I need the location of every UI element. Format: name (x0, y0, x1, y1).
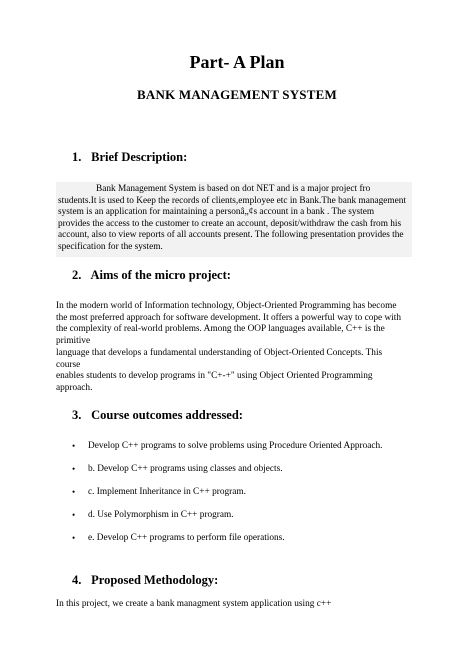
section-title: Proposed Methodology: (91, 573, 219, 587)
brief-description-line: system is an application for maintaining a personâ„¢s account in a bank . The system (58, 207, 375, 218)
document-subtitle: BANK MANAGEMENT SYSTEM (137, 87, 337, 102)
brief-description-line: students.It is used to Keep the records of clients,employee etc in Bank.The bank management (58, 195, 407, 206)
aims-line: the complexity of real-world problems. Among the OOP languages available, C++ is the (56, 324, 385, 335)
list-item-text: e. Develop C++ programs to perform file operations. (88, 533, 285, 543)
aims-line: enables students to develop programs in "C+-+" using Object Oriented Programming (56, 371, 373, 382)
bullet-icon: • (72, 464, 76, 474)
bullet-icon: • (72, 510, 76, 520)
brief-description-line: Bank Management System is based on dot NET and is a major project fro (96, 184, 371, 194)
section-heading-aims (72, 268, 231, 283)
list-item-text: c. Implement Inheritance in C++ program. (88, 487, 246, 497)
section-heading-brief-description (72, 150, 187, 165)
section-number: 3. (72, 408, 82, 422)
section-number: 1. (72, 150, 82, 164)
document-title: Part- A Plan (189, 52, 285, 72)
aims-line: language that develops a fundamental understanding of Object-Oriented Concepts. This (56, 347, 383, 358)
bullet-icon: • (72, 533, 76, 543)
brief-description-line: provides the access to the customer to create an account, deposit/withdraw the cash from his (58, 218, 402, 229)
bullet-icon: • (72, 441, 76, 451)
brief-description-line: account, also to view reports of all accounts present. The following presentation provides the (58, 230, 404, 241)
aims-line: approach. (56, 382, 93, 393)
aims-line: the most preferred approach for software development. It offers a powerful way to cope with (56, 312, 401, 323)
bullet-icon: • (72, 487, 76, 497)
section-heading-methodology (72, 573, 218, 588)
section-number: 4. (72, 573, 82, 587)
aims-line: In the modern world of Information technology, Object-Oriented Programming has become (56, 301, 397, 311)
list-item (72, 463, 383, 486)
list-item-text: b. Develop C++ programs using classes and objects. (88, 464, 283, 474)
brief-description-line: specification for the system. (58, 241, 163, 252)
methodology-text: In this project, we create a bank managment system application using c++ (56, 599, 332, 609)
section-heading-course-outcomes (72, 408, 243, 423)
aims-line: course (56, 359, 81, 370)
section-title: Course outcomes addressed: (91, 408, 243, 422)
section-number: 2. (72, 268, 82, 282)
list-item (72, 440, 383, 463)
list-item-text: d. Use Polymorphism in C++ program. (88, 510, 234, 520)
list-item (72, 486, 383, 509)
list-item (72, 532, 383, 555)
course-outcomes-list (72, 440, 383, 555)
aims-line: primitive (56, 336, 91, 347)
list-item (72, 509, 383, 532)
brief-description-block (56, 182, 412, 257)
section-title: Aims of the micro project: (90, 268, 231, 282)
list-item-text: Develop C++ programs to solve problems using Procedure Oriented Approach. (88, 441, 383, 451)
section-title: Brief Description: (91, 150, 188, 164)
aims-paragraph (56, 301, 418, 395)
